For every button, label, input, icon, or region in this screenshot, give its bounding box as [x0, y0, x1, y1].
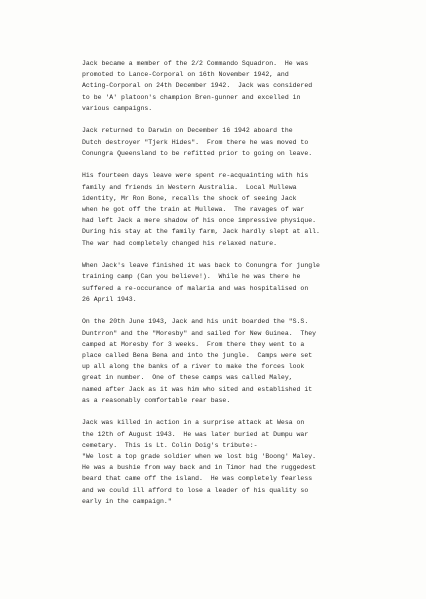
text-line: great in number. One of these camps was called Maley,: [82, 374, 293, 382]
text-line: On the 20th June 1943, Jack and his unit boarded the "S.S.: [82, 318, 309, 326]
text-line: Duntrron" and the "Moresby" and sailed for New Guinea. They: [82, 329, 317, 337]
paragraph-killed-in-action: [82, 417, 402, 507]
text-line: suffered a re-occurance of malaria and was hospitalised on: [82, 284, 309, 292]
text-line: "We lost a top grade soldier when we lost big 'Boong' Maley.: [82, 453, 317, 461]
text-line: 26 April 1943.: [82, 295, 137, 303]
text-line: had left Jack a mere shadow of his once impressive physique.: [82, 217, 317, 225]
text-line: Jack became a member of the 2/2 Commando Squadron. He was: [82, 60, 309, 67]
paragraph-new-guinea: [82, 316, 402, 406]
text-line: During his stay at the family farm, Jack hardly slept at all.: [82, 228, 320, 236]
text-line: The war had completely changed his relaxed nature.: [82, 239, 278, 247]
text-line: as a reasonably comfortable rear base.: [82, 396, 231, 404]
text-line: various campaigns.: [82, 104, 153, 112]
paragraph-training-camp: [82, 260, 402, 305]
text-line: His fourteen days leave were spent re-acquainting with his: [82, 172, 309, 180]
text-line: and we could ill afford to lose a leader of his quality so: [82, 486, 309, 494]
text-line: named after Jack as it was him who sited and established it: [82, 385, 313, 393]
text-line: up all along the banks of a river to make the forces look: [82, 363, 305, 371]
paragraph-leave: [82, 170, 402, 248]
text-line: place called Bena Bena and into the jungle. Camps were set: [82, 352, 313, 360]
text-line: Jack was killed in action in a surprise attack at Wesa on: [82, 419, 305, 427]
document-body: [82, 58, 402, 518]
text-line: family and friends in Western Australia. Local Mullewa: [82, 183, 297, 191]
text-line: cemetary. This is Lt. Colin Doig's tribute:-: [82, 441, 258, 449]
text-line: to be 'A' platoon's champion Bren-gunner and excelled in: [82, 93, 301, 101]
paragraph-return-darwin: [82, 125, 402, 159]
text-line: camped at Moresby for 3 weeks. From there they went to a: [82, 340, 305, 348]
text-line: Dutch destroyer "Tjerk Hides". From there he was moved to: [82, 138, 309, 146]
text-line: Conungra Queensland to be refitted prior to going on leave.: [82, 149, 313, 157]
text-line: He was a bushie from way back and in Timor had the ruggedest: [82, 464, 317, 472]
text-line: the 12th of August 1943. He was later buried at Dumpu war: [82, 430, 309, 438]
text-line: beard that came off the island. He was completely fearless: [82, 475, 313, 483]
text-line: when he got off the train at Mullewa. The ravages of war: [82, 206, 305, 214]
text-line: Acting-Corporal on 24th December 1942. Jack was considered: [82, 82, 313, 90]
paragraph-commando-squadron: [82, 58, 402, 114]
text-line: identity, Mr Ron Bone, recalls the shock of seeing Jack: [82, 194, 297, 202]
text-line: When Jack's leave finished it was back to Conungra for jungle: [82, 262, 320, 270]
text-line: training camp (Can you believe!). While he was there he: [82, 273, 301, 281]
text-line: promoted to Lance-Corporal on 16th November 1942, and: [82, 71, 289, 79]
text-line: early in the campaign.": [82, 497, 172, 505]
text-line: Jack returned to Darwin on December 16 1942 aboard the: [82, 127, 293, 135]
